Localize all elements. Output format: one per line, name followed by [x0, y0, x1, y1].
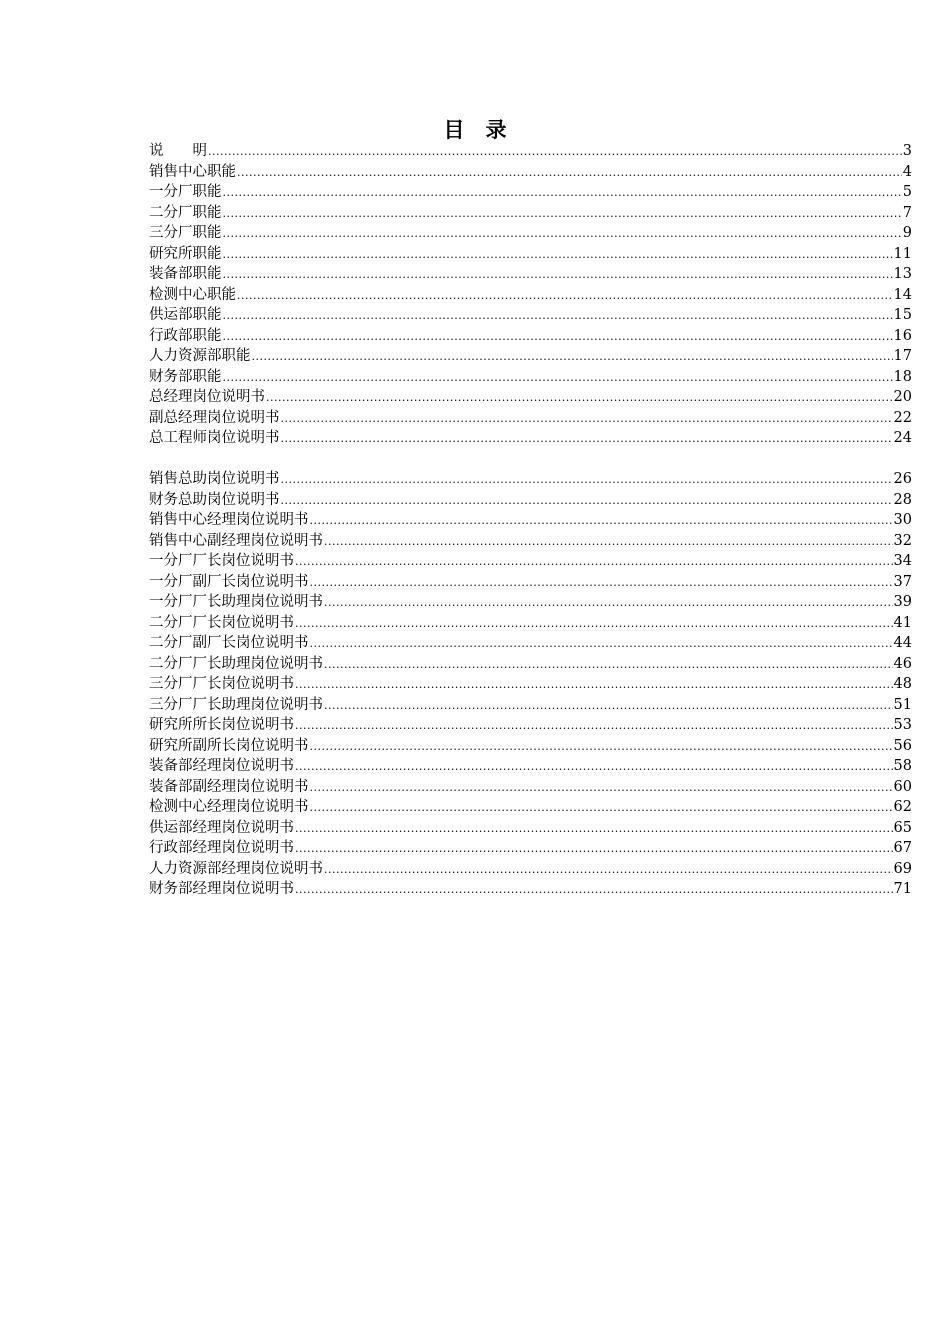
toc-entry-page: 7 — [902, 204, 912, 221]
toc-entry-label: 供运部经理岗位说明书 — [149, 819, 294, 836]
toc-entry-label: 供运部职能 — [149, 307, 222, 323]
toc-entry-page: 14 — [893, 286, 912, 303]
toc-entry-label: 二分厂厂长岗位说明书 — [149, 614, 294, 631]
toc-entry-label: 二分厂厂长助理岗位说明书 — [149, 655, 323, 672]
toc-entry-label: 一分厂厂长岗位说明书 — [149, 553, 294, 569]
toc-entry[interactable] — [149, 162, 912, 183]
toc-entry[interactable] — [149, 859, 912, 880]
toc-dot-leader — [281, 470, 893, 490]
toc-entry-page: 30 — [893, 512, 912, 528]
toc-entry-label: 一分厂副厂长岗位说明书 — [149, 573, 309, 590]
toc-entry[interactable] — [149, 408, 912, 429]
toc-entry[interactable] — [149, 244, 912, 265]
toc-dot-leader — [324, 860, 893, 880]
toc-entry-label: 总经理岗位说明书 — [149, 389, 265, 405]
toc-entry[interactable] — [149, 387, 912, 408]
toc-dot-leader — [295, 819, 893, 839]
toc-entry-label: 一分厂职能 — [149, 184, 222, 200]
toc-dot-leader — [295, 880, 893, 900]
toc-entry-label: 三分厂厂长助理岗位说明书 — [149, 696, 323, 713]
toc-entry-page: 56 — [893, 737, 912, 754]
toc-entry-page: 3 — [902, 143, 912, 159]
toc-entry-label: 研究所所长岗位说明书 — [149, 717, 294, 733]
toc-entry-page: 67 — [893, 840, 912, 856]
toc-entry-page: 60 — [893, 778, 912, 795]
toc-entry-label: 检测中心职能 — [149, 286, 236, 303]
toc-entry[interactable] — [149, 510, 912, 531]
toc-entry[interactable] — [149, 838, 912, 859]
toc-entry-page: 53 — [893, 717, 912, 733]
toc-entry-label: 销售中心经理岗位说明书 — [149, 512, 309, 528]
toc-entry-label: 人力资源部职能 — [149, 348, 251, 364]
toc-entry-page: 18 — [893, 368, 912, 385]
toc-entry[interactable] — [149, 531, 912, 552]
toc-dot-leader — [324, 696, 893, 716]
toc-entry[interactable] — [149, 326, 912, 347]
toc-list — [149, 141, 912, 900]
toc-entry-page: 58 — [893, 758, 912, 774]
toc-entry-label: 研究所副所长岗位说明书 — [149, 737, 309, 754]
toc-entry-page: 44 — [893, 635, 912, 651]
toc-title: 目 录 — [443, 117, 507, 142]
toc-entry[interactable] — [149, 879, 912, 900]
toc-entry[interactable] — [149, 223, 912, 244]
toc-entry-label: 副总经理岗位说明书 — [149, 409, 280, 426]
toc-entry[interactable] — [149, 572, 912, 593]
toc-entry-page: 9 — [902, 225, 912, 241]
toc-entry[interactable] — [149, 736, 912, 757]
toc-entry[interactable] — [149, 264, 912, 285]
toc-entry[interactable] — [149, 777, 912, 798]
toc-dot-leader — [223, 224, 902, 244]
toc-entry[interactable] — [149, 695, 912, 716]
toc-dot-leader — [324, 655, 893, 675]
toc-dot-leader — [237, 163, 902, 183]
toc-dot-leader — [295, 716, 893, 736]
toc-entry-page: 32 — [893, 532, 912, 549]
toc-dot-leader — [295, 839, 893, 859]
toc-entry[interactable] — [149, 203, 912, 224]
toc-dot-leader — [295, 614, 893, 634]
toc-dot-leader — [310, 573, 893, 593]
toc-entry-page: 62 — [893, 799, 912, 815]
toc-dot-leader — [223, 368, 893, 388]
toc-entry-page: 5 — [902, 184, 912, 200]
toc-entry[interactable] — [149, 285, 912, 306]
toc-entry-page: 4 — [902, 163, 912, 180]
toc-entry[interactable] — [149, 715, 912, 736]
toc-entry[interactable] — [149, 182, 912, 203]
toc-entry-page: 65 — [893, 819, 912, 836]
toc-entry-page: 22 — [893, 409, 912, 426]
toc-dot-leader — [310, 778, 893, 798]
toc-entry[interactable] — [149, 469, 912, 490]
toc-entry-label: 销售中心副经理岗位说明书 — [149, 532, 323, 549]
toc-dot-leader — [223, 204, 902, 224]
toc-entry[interactable] — [149, 592, 912, 613]
toc-entry-label: 二分厂副厂长岗位说明书 — [149, 635, 309, 651]
toc-entry[interactable] — [149, 633, 912, 654]
toc-entry[interactable] — [149, 305, 912, 326]
toc-entry-page: 48 — [893, 676, 912, 692]
toc-dot-leader — [310, 737, 893, 757]
toc-entry-label: 装备部职能 — [149, 266, 222, 282]
toc-entry-label: 说 明 — [149, 143, 207, 159]
toc-entry[interactable] — [149, 141, 912, 162]
toc-entry-page: 34 — [893, 553, 912, 569]
toc-entry-page: 15 — [893, 307, 912, 323]
toc-entry-label: 检测中心经理岗位说明书 — [149, 799, 309, 815]
toc-entry-page: 20 — [893, 389, 912, 405]
toc-entry[interactable] — [149, 756, 912, 777]
toc-dot-leader — [310, 798, 893, 818]
toc-entry-label: 销售中心职能 — [149, 163, 236, 180]
toc-dot-leader — [295, 757, 893, 777]
toc-entry-page: 39 — [893, 594, 912, 610]
toc-entry[interactable] — [149, 551, 912, 572]
toc-dot-leader — [324, 532, 893, 552]
toc-dot-leader — [281, 491, 893, 511]
toc-entry-page: 16 — [893, 327, 912, 344]
toc-entry-page: 41 — [893, 614, 912, 631]
toc-entry-label: 一分厂厂长助理岗位说明书 — [149, 594, 323, 610]
toc-entry[interactable] — [149, 490, 912, 511]
toc-entry-label: 二分厂职能 — [149, 204, 222, 221]
toc-entry-page: 13 — [893, 266, 912, 282]
toc-entry[interactable] — [149, 613, 912, 634]
toc-dot-leader — [223, 306, 893, 326]
toc-entry-page: 28 — [893, 491, 912, 508]
toc-entry-label: 人力资源部经理岗位说明书 — [149, 860, 323, 877]
toc-entry-page: 24 — [893, 430, 912, 446]
toc-dot-leader — [281, 409, 893, 429]
toc-entry-label: 财务部经理岗位说明书 — [149, 881, 294, 897]
toc-dot-leader — [223, 327, 893, 347]
toc-entry-label: 总工程师岗位说明书 — [149, 430, 280, 446]
toc-entry[interactable] — [149, 797, 912, 818]
toc-dot-leader — [310, 511, 893, 531]
toc-entry[interactable] — [149, 674, 912, 695]
toc-dot-leader — [324, 593, 893, 613]
toc-entry[interactable] — [149, 428, 912, 449]
toc-entry-label: 财务部职能 — [149, 368, 222, 385]
toc-entry-label: 行政部职能 — [149, 327, 222, 344]
toc-dot-leader — [310, 634, 893, 654]
toc-entry-label: 三分厂厂长岗位说明书 — [149, 676, 294, 692]
toc-entry-page: 17 — [893, 348, 912, 364]
toc-entry-page: 46 — [893, 655, 912, 672]
toc-entry-label: 研究所职能 — [149, 245, 222, 262]
toc-dot-leader — [208, 142, 902, 162]
toc-entry-page: 71 — [893, 881, 912, 897]
toc-entry-label: 装备部经理岗位说明书 — [149, 758, 294, 774]
toc-dot-leader — [223, 265, 893, 285]
toc-entry-label: 销售总助岗位说明书 — [149, 471, 280, 487]
toc-dot-leader — [266, 388, 893, 408]
toc-entry[interactable] — [149, 367, 912, 388]
toc-entry-label: 财务总助岗位说明书 — [149, 491, 280, 508]
toc-entry[interactable] — [149, 346, 912, 367]
toc-entry-page: 11 — [893, 245, 912, 262]
toc-dot-leader — [295, 552, 893, 572]
toc-dot-leader — [295, 675, 893, 695]
toc-entry-label: 装备部副经理岗位说明书 — [149, 778, 309, 795]
toc-entry[interactable] — [149, 818, 912, 839]
toc-entry-label: 三分厂职能 — [149, 225, 222, 241]
toc-entry-page: 26 — [893, 471, 912, 487]
toc-entry-page: 37 — [893, 573, 912, 590]
toc-dot-leader — [281, 429, 893, 449]
toc-dot-leader — [252, 347, 893, 367]
toc-entry-page: 51 — [893, 696, 912, 713]
toc-dot-leader — [223, 183, 902, 203]
toc-entry[interactable] — [149, 654, 912, 675]
toc-entry-label: 行政部经理岗位说明书 — [149, 840, 294, 856]
toc-entry-page: 69 — [893, 860, 912, 877]
toc-dot-leader — [223, 245, 893, 265]
toc-dot-leader — [237, 286, 893, 306]
